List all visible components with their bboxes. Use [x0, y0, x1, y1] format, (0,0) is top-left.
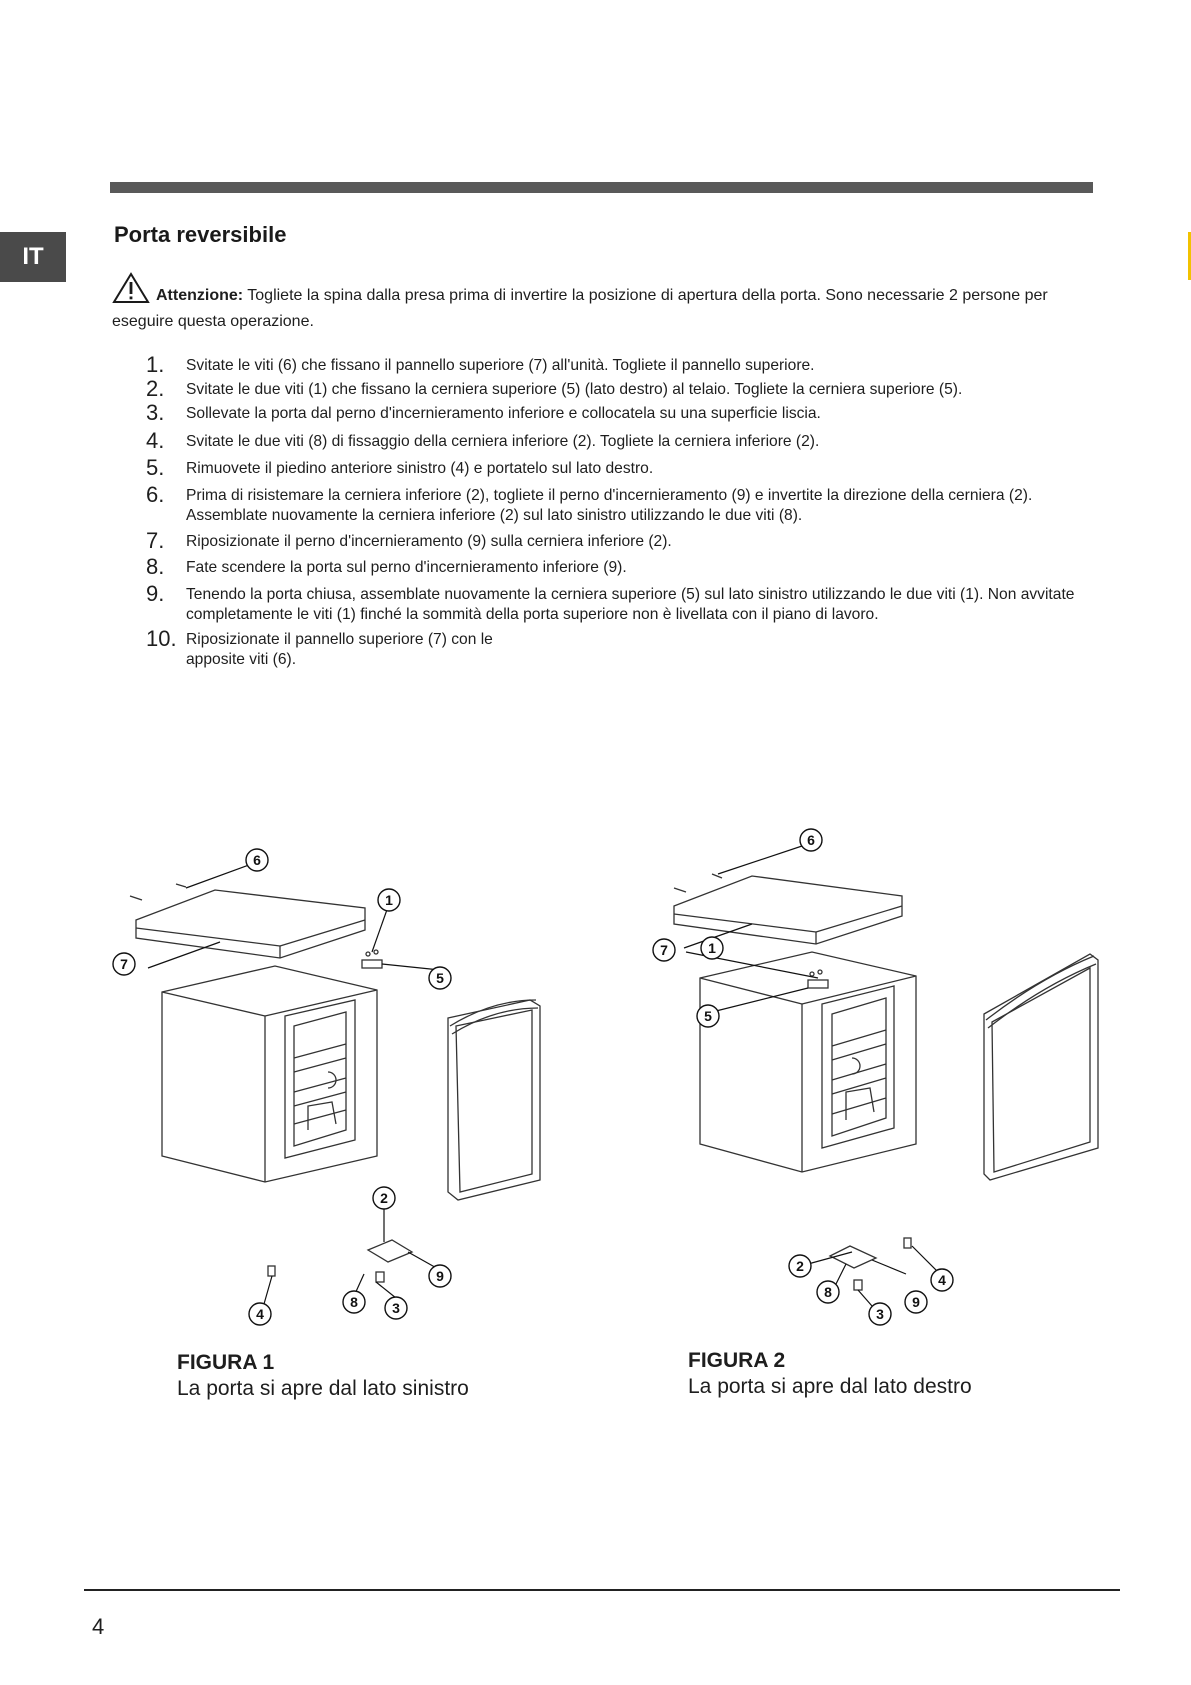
language-tab — [0, 232, 66, 282]
list-item — [146, 352, 1082, 377]
callout-9: 9 — [912, 1294, 920, 1310]
figure-2-caption — [688, 1348, 972, 1400]
callout-4: 4 — [256, 1306, 264, 1322]
step-number: 10. — [146, 626, 177, 651]
list-item — [146, 482, 1082, 526]
step-text: Svitate le due viti (1) che fissano la cerniera superiore (5) (lato destro) al telaio. Togliete la cerniera superiore (5). — [186, 381, 963, 398]
warning-triangle-icon — [112, 272, 150, 311]
list-item — [146, 554, 1082, 579]
step-text: Rimuovete il piedino anteriore sinistro (4) e portatelo sul lato destro. — [186, 460, 654, 477]
step-text: Prima di risistemare la cerniera inferiore (2), togliete il perno d'incernieramento (9) e invertite la direzione della cerniera (2). Assemblate nuovamente la cerniera inferiore (2) sul lato sinistro utilizzando le due viti (8). — [186, 487, 1033, 524]
step-number: 8. — [146, 554, 165, 579]
figure-2-subtitle: La porta si apre dal lato destro — [688, 1375, 972, 1398]
callout-1: 1 — [385, 892, 393, 908]
callout-6: 6 — [253, 852, 261, 868]
step-text: Riposizionate il perno d'incernieramento (9) sulla cerniera inferiore (2). — [186, 533, 672, 550]
callout-8: 8 — [350, 1294, 358, 1310]
figure-1-title: FIGURA 1 — [177, 1351, 275, 1374]
step-text: Svitate le due viti (8) di fissaggio della cerniera inferiore (2). Togliete la cerniera inferiore (2). — [186, 433, 820, 450]
callout-3: 3 — [876, 1306, 884, 1322]
section-title: Porta reversibile — [114, 222, 287, 247]
list-item — [146, 428, 1082, 453]
step-number: 4. — [146, 428, 165, 453]
header-rule — [110, 182, 1093, 193]
figure-1-subtitle: La porta si apre dal lato sinistro — [177, 1377, 469, 1400]
callout-7: 7 — [120, 956, 128, 972]
step-text: Svitate le viti (6) che fissano il pannello superiore (7) all'unità. Togliete il pannello superiore. — [186, 357, 815, 374]
step-number: 1. — [146, 352, 165, 377]
callout-5: 5 — [704, 1008, 712, 1024]
step-number: 6. — [146, 482, 165, 507]
step-number: 2. — [146, 376, 165, 401]
step-number: 7. — [146, 528, 165, 553]
list-item — [146, 626, 546, 670]
language-tab-label: IT — [22, 243, 44, 270]
page-number: 4 — [92, 1614, 105, 1639]
callout-8: 8 — [824, 1284, 832, 1300]
figure-1-diagram — [100, 840, 580, 1340]
list-item — [146, 400, 1082, 425]
callout-6: 6 — [807, 832, 815, 848]
step-number: 5. — [146, 455, 165, 480]
callout-1: 1 — [708, 940, 716, 956]
warning-text: Togliete la spina dalla presa prima di invertire la posizione di apertura della porta. Sono necessarie 2 persone per eseguire questa operazione. — [112, 287, 1048, 330]
callout-3: 3 — [392, 1300, 400, 1316]
list-item — [146, 455, 1082, 480]
callout-5: 5 — [436, 970, 444, 986]
figure-1-caption — [177, 1350, 469, 1402]
steps-list — [146, 352, 1082, 670]
callout-9: 9 — [436, 1268, 444, 1284]
figure-2-title: FIGURA 2 — [688, 1349, 786, 1372]
list-item — [146, 528, 1082, 553]
callout-4: 4 — [938, 1272, 946, 1288]
list-item — [146, 581, 1082, 625]
warning-notice — [112, 272, 1072, 333]
step-text: Riposizionate il pannello superiore (7) con le apposite viti (6). — [186, 631, 493, 668]
warning-label: Attenzione: — [156, 287, 244, 304]
step-text: Sollevate la porta dal perno d'incernieramento inferiore e collocatela su una superficie liscia. — [186, 405, 821, 422]
list-item — [146, 376, 1082, 401]
figure-2-diagram — [640, 828, 1110, 1338]
callout-7: 7 — [660, 942, 668, 958]
callout-2: 2 — [380, 1190, 388, 1206]
step-text: Tenendo la porta chiusa, assemblate nuovamente la cerniera superiore (5) sul lato sinistro utilizzando le due viti (1). Non avvitate completamente le viti (1) finché la sommità della porta superiore non è livellata con il piano di lavoro. — [186, 586, 1075, 623]
step-number: 3. — [146, 400, 165, 425]
footer-rule — [84, 1589, 1120, 1591]
step-number: 9. — [146, 581, 165, 606]
step-text: Fate scendere la porta sul perno d'incernieramento inferiore (9). — [186, 559, 627, 576]
callout-2: 2 — [796, 1258, 804, 1274]
